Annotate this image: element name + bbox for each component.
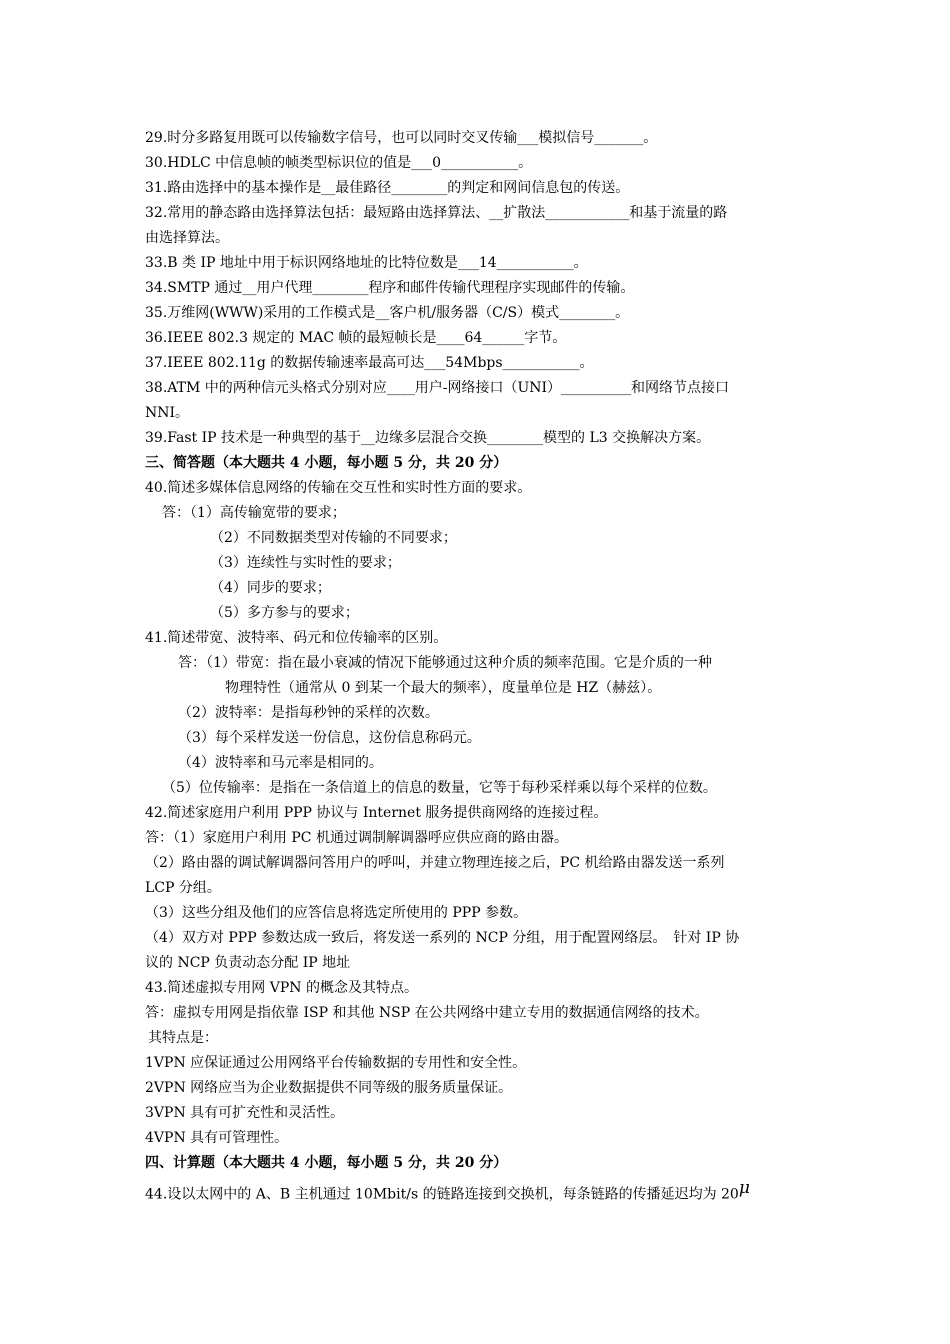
question-30: 30.HDLC 中信息帧的帧类型标识位的值是___0___________。: [145, 155, 533, 171]
question-38-line1: 38.ATM 中的两种信元头格式分别对应____用户-网络接口（UNI）__________和网络节点接口: [145, 380, 730, 396]
question-37: 37.IEEE 802.11g 的数据传输速率最高可达___54Mbps___________。: [145, 355, 594, 371]
question-32-line2: 由选择算法。: [145, 230, 229, 246]
answer-41-item-2: （2）波特率：是指每秒钟的采样的次数。: [178, 705, 439, 721]
question-36: 36.IEEE 802.3 规定的 MAC 帧的最短帧长是____64______字节。: [145, 330, 567, 346]
question-43: 43.简述虚拟专用网 VPN 的概念及其特点。: [145, 980, 418, 996]
question-35: 35.万维网(WWW)采用的工作模式是__客户机/服务器（C/S）模式________。: [145, 305, 630, 321]
answer-40-item-1: 答：（1）高传输宽带的要求；: [162, 505, 346, 521]
question-33: 33.B 类 IP 地址中用于标识网络地址的比特位数是___14___________。: [145, 255, 588, 271]
answer-40-item-3: （3）连续性与实时性的要求；: [210, 555, 401, 571]
answer-41-item-1-line1: 答：（1）带宽：指在最小衰减的情况下能够通过这种介质的频率范围。它是介质的一种: [178, 655, 712, 671]
answer-41-item-4: （4）波特率和马元率是相同的。: [178, 755, 383, 771]
answer-43-feature-4: 4VPN 具有可管理性。: [145, 1130, 289, 1146]
mu-symbol: μ: [738, 1178, 750, 1198]
question-31: 31.路由选择中的基本操作是__最佳路径________的判定和网间信息包的传送。: [145, 180, 630, 196]
answer-42-item-1: 答：（1）家庭用户利用 PC 机通过调制解调器呼应供应商的路由器。: [145, 830, 568, 846]
answer-41-item-1-line2: 物理特性（通常从 0 到某一个最大的频率），度量单位是 HZ（赫兹）。: [225, 680, 662, 696]
question-34: 34.SMTP 通过__用户代理________程序和邮件传输代理程序实现邮件的传输。: [145, 280, 635, 296]
answer-40-item-2: （2）不同数据类型对传输的不同要求；: [210, 530, 457, 546]
answer-42-item-4-line1: （4）双方对 PPP 参数达成一致后，将发送一系列的 NCP 分组，用于配置网络层。 针对 IP 协: [145, 930, 740, 946]
question-44: [145, 1176, 750, 1208]
section-4-heading: 四、计算题（本大题共 4 小题，每小题 5 分，共 20 分）: [145, 1155, 508, 1171]
question-41: 41.简述带宽、波特率、码元和位传输率的区别。: [145, 630, 448, 646]
answer-43-definition: 答：虚拟专用网是指依靠 ISP 和其他 NSP 在公共网络中建立专用的数据通信网络的技术。: [145, 1005, 709, 1021]
answer-42-item-2-line2: LCP 分组。: [145, 880, 221, 896]
question-44-text: 44.设以太网中的 A、B 主机通过 10Mbit/s 的链路连接到交换机，每条链路的传播延迟均为 20: [145, 1186, 739, 1203]
answer-43-features-label: 其特点是：: [148, 1030, 218, 1046]
section-3-heading: 三、简答题（本大题共 4 小题，每小题 5 分，共 20 分）: [145, 455, 508, 471]
answer-40-item-5: （5）多方参与的要求；: [210, 605, 359, 621]
question-39: 39.Fast IP 技术是一种典型的基于__边缘多层混合交换________模型的 L3 交换解决方案。: [145, 430, 711, 446]
answer-43-feature-3: 3VPN 具有可扩充性和灵活性。: [145, 1105, 345, 1121]
answer-41-item-5: （5）位传输率：是指在一条信道上的信息的数量，它等于每秒采样乘以每个采样的位数。: [162, 780, 717, 796]
answer-43-feature-1: 1VPN 应保证通过公用网络平台传输数据的专用性和安全性。: [145, 1055, 527, 1071]
answer-42-item-3: （3）这些分组及他们的应答信息将选定所使用的 PPP 参数。: [145, 905, 528, 921]
answer-42-item-2-line1: （2）路由器的调试解调器问答用户的呼叫，并建立物理连接之后，PC 机给路由器发送一系列: [145, 855, 725, 871]
answer-40-item-4: （4）同步的要求；: [210, 580, 331, 596]
answer-43-feature-2: 2VPN 网络应当为企业数据提供不同等级的服务质量保证。: [145, 1080, 513, 1096]
answer-41-item-3: （3）每个采样发送一份信息，这份信息称码元。: [178, 730, 481, 746]
question-32-line1: 32.常用的静态路由选择算法包括：最短路由选择算法、__扩散法____________和基于流量的路: [145, 205, 728, 221]
question-42: 42.简述家庭用户利用 PPP 协议与 Internet 服务提供商网络的连接过程。: [145, 805, 608, 821]
answer-42-item-4-line2: 议的 NCP 负责动态分配 IP 地址: [145, 955, 351, 971]
question-29: 29.时分多路复用既可以传输数字信号，也可以同时交叉传输___模拟信号_______。: [145, 130, 658, 146]
question-38-line2: NNI。: [145, 405, 190, 421]
question-40: 40.简述多媒体信息网络的传输在交互性和实时性方面的要求。: [145, 480, 532, 496]
